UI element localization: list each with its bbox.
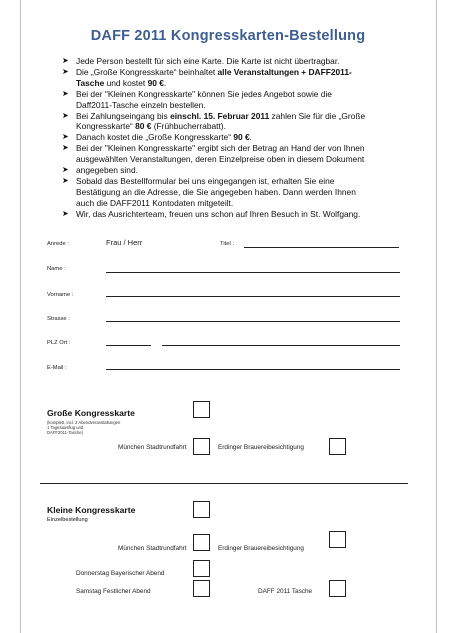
klein-erdinger-label: Erdinger Brauereibesichtigung (218, 545, 304, 552)
name-label: Name : (47, 266, 66, 272)
anrede-label: Anrede : (47, 241, 69, 247)
arrow-bullet-icon: ➤ (62, 143, 69, 153)
list-item: ➤ Sobald das Bestellformular bei uns eingegangen ist, erhalten Sie eine Bestätigung an die Adresse, die Sie angegeben haben. Dann werden Ihnen auch die DAFF2011 Kontodaten mitgeteilt. (62, 175, 356, 208)
gross-note: (komplett, incl. 2 Abendveranstaltungen 1 Tagesausflug und DAFF2011-Tasche) (47, 420, 121, 435)
page-border-right (436, 0, 437, 633)
gross-muenchen-checkbox[interactable] (193, 438, 210, 455)
gross-section-title: Große Kongresskarte (47, 408, 135, 418)
plz-field[interactable] (106, 345, 151, 346)
klein-tasche-label: DAFF 2011 Tasche (258, 588, 313, 595)
vorname-label: Vorname : (47, 292, 74, 298)
gross-muenchen-label: München Stadtrundfahrt (118, 444, 187, 451)
gross-erdinger-checkbox[interactable] (329, 438, 346, 455)
klein-samstag-checkbox[interactable] (193, 580, 210, 597)
arrow-bullet-icon: ➤ (62, 56, 69, 65)
klein-erdinger-checkbox[interactable] (329, 531, 346, 548)
strasse-label: Strasse : (47, 316, 70, 322)
plz-ort-label: PLZ Ort : (47, 340, 71, 346)
arrow-bullet-icon: ➤ (62, 175, 69, 185)
list-item: ➤ Die „Große Kongresskarte“ beinhaltet alle Veranstaltungen + DAFF2011- Tasche und kostet 90 €. (62, 66, 352, 88)
list-item: ➤ Jede Person bestellt für sich eine Karte. Die Karte ist nicht übertragbar. (62, 56, 340, 66)
arrow-bullet-icon: ➤ (62, 208, 69, 218)
anrede-value[interactable]: Frau / Herr (106, 238, 143, 247)
klein-checkbox[interactable] (193, 501, 210, 518)
titel-field[interactable] (244, 247, 399, 248)
list-item: ➤ Wir, das Ausrichterteam, freuen uns schon auf Ihren Besuch in St. Wolfgang. (62, 208, 361, 219)
strasse-field[interactable] (106, 321, 400, 322)
arrow-bullet-icon: ➤ (62, 66, 69, 76)
name-field[interactable] (106, 272, 400, 273)
ort-field[interactable] (162, 345, 400, 346)
email-label: E-Mail : (47, 365, 67, 371)
klein-muenchen-checkbox[interactable] (193, 534, 210, 551)
page-border-left (20, 0, 21, 633)
klein-samstag-label: Samstag Festlicher Abend (76, 588, 151, 595)
vorname-field[interactable] (106, 296, 400, 297)
gross-erdinger-label: Erdinger Brauereibesichtigung (218, 444, 304, 451)
section-divider (40, 483, 408, 484)
email-field[interactable] (106, 369, 400, 370)
list-item: ➤ Bei der "Kleinen Kongresskarte" ergibt sich der Betrag an Hand der von Ihnen ausgewählten Veranstaltungen, deren Einzelpreise oben in diesem Dokument (62, 143, 365, 165)
arrow-bullet-icon: ➤ (62, 165, 69, 175)
titel-label: Titel : (220, 241, 234, 247)
klein-donnerstag-checkbox[interactable] (193, 560, 210, 577)
list-item: ➤ Bei Zahlungseingang bis einschl. 15. Februar 2011 zahlen Sie für die „Große Kongresskarte“ 80 € (Frühbucherrabatt). (62, 110, 366, 132)
info-bullet-list (62, 56, 407, 220)
arrow-bullet-icon: ➤ (62, 88, 69, 98)
gross-checkbox[interactable] (193, 401, 210, 418)
list-item: ➤ Bei der "Kleinen Kongresskarte" können Sie jedes Angebot sowie die Daff2011-Tasche einzeln bestellen. (62, 88, 332, 110)
arrow-bullet-icon: ➤ (62, 110, 69, 120)
klein-tasche-checkbox[interactable] (329, 580, 346, 597)
list-item: ➤ angegeben sind. (62, 165, 138, 176)
page-title: DAFF 2011 Kongresskarten-Bestellung (90, 28, 366, 44)
klein-muenchen-label: München Stadtrundfahrt (118, 545, 187, 552)
arrow-bullet-icon: ➤ (62, 132, 69, 142)
klein-section-title: Kleine Kongresskarte (47, 505, 136, 515)
klein-section-subtitle: Einzelbestellung (47, 517, 88, 523)
klein-donnerstag-label: Donnerstag Bayerischer Abend (76, 570, 165, 577)
list-item: ➤ Danach kostet die „Große Kongresskarte“ 90 €. (62, 132, 252, 143)
